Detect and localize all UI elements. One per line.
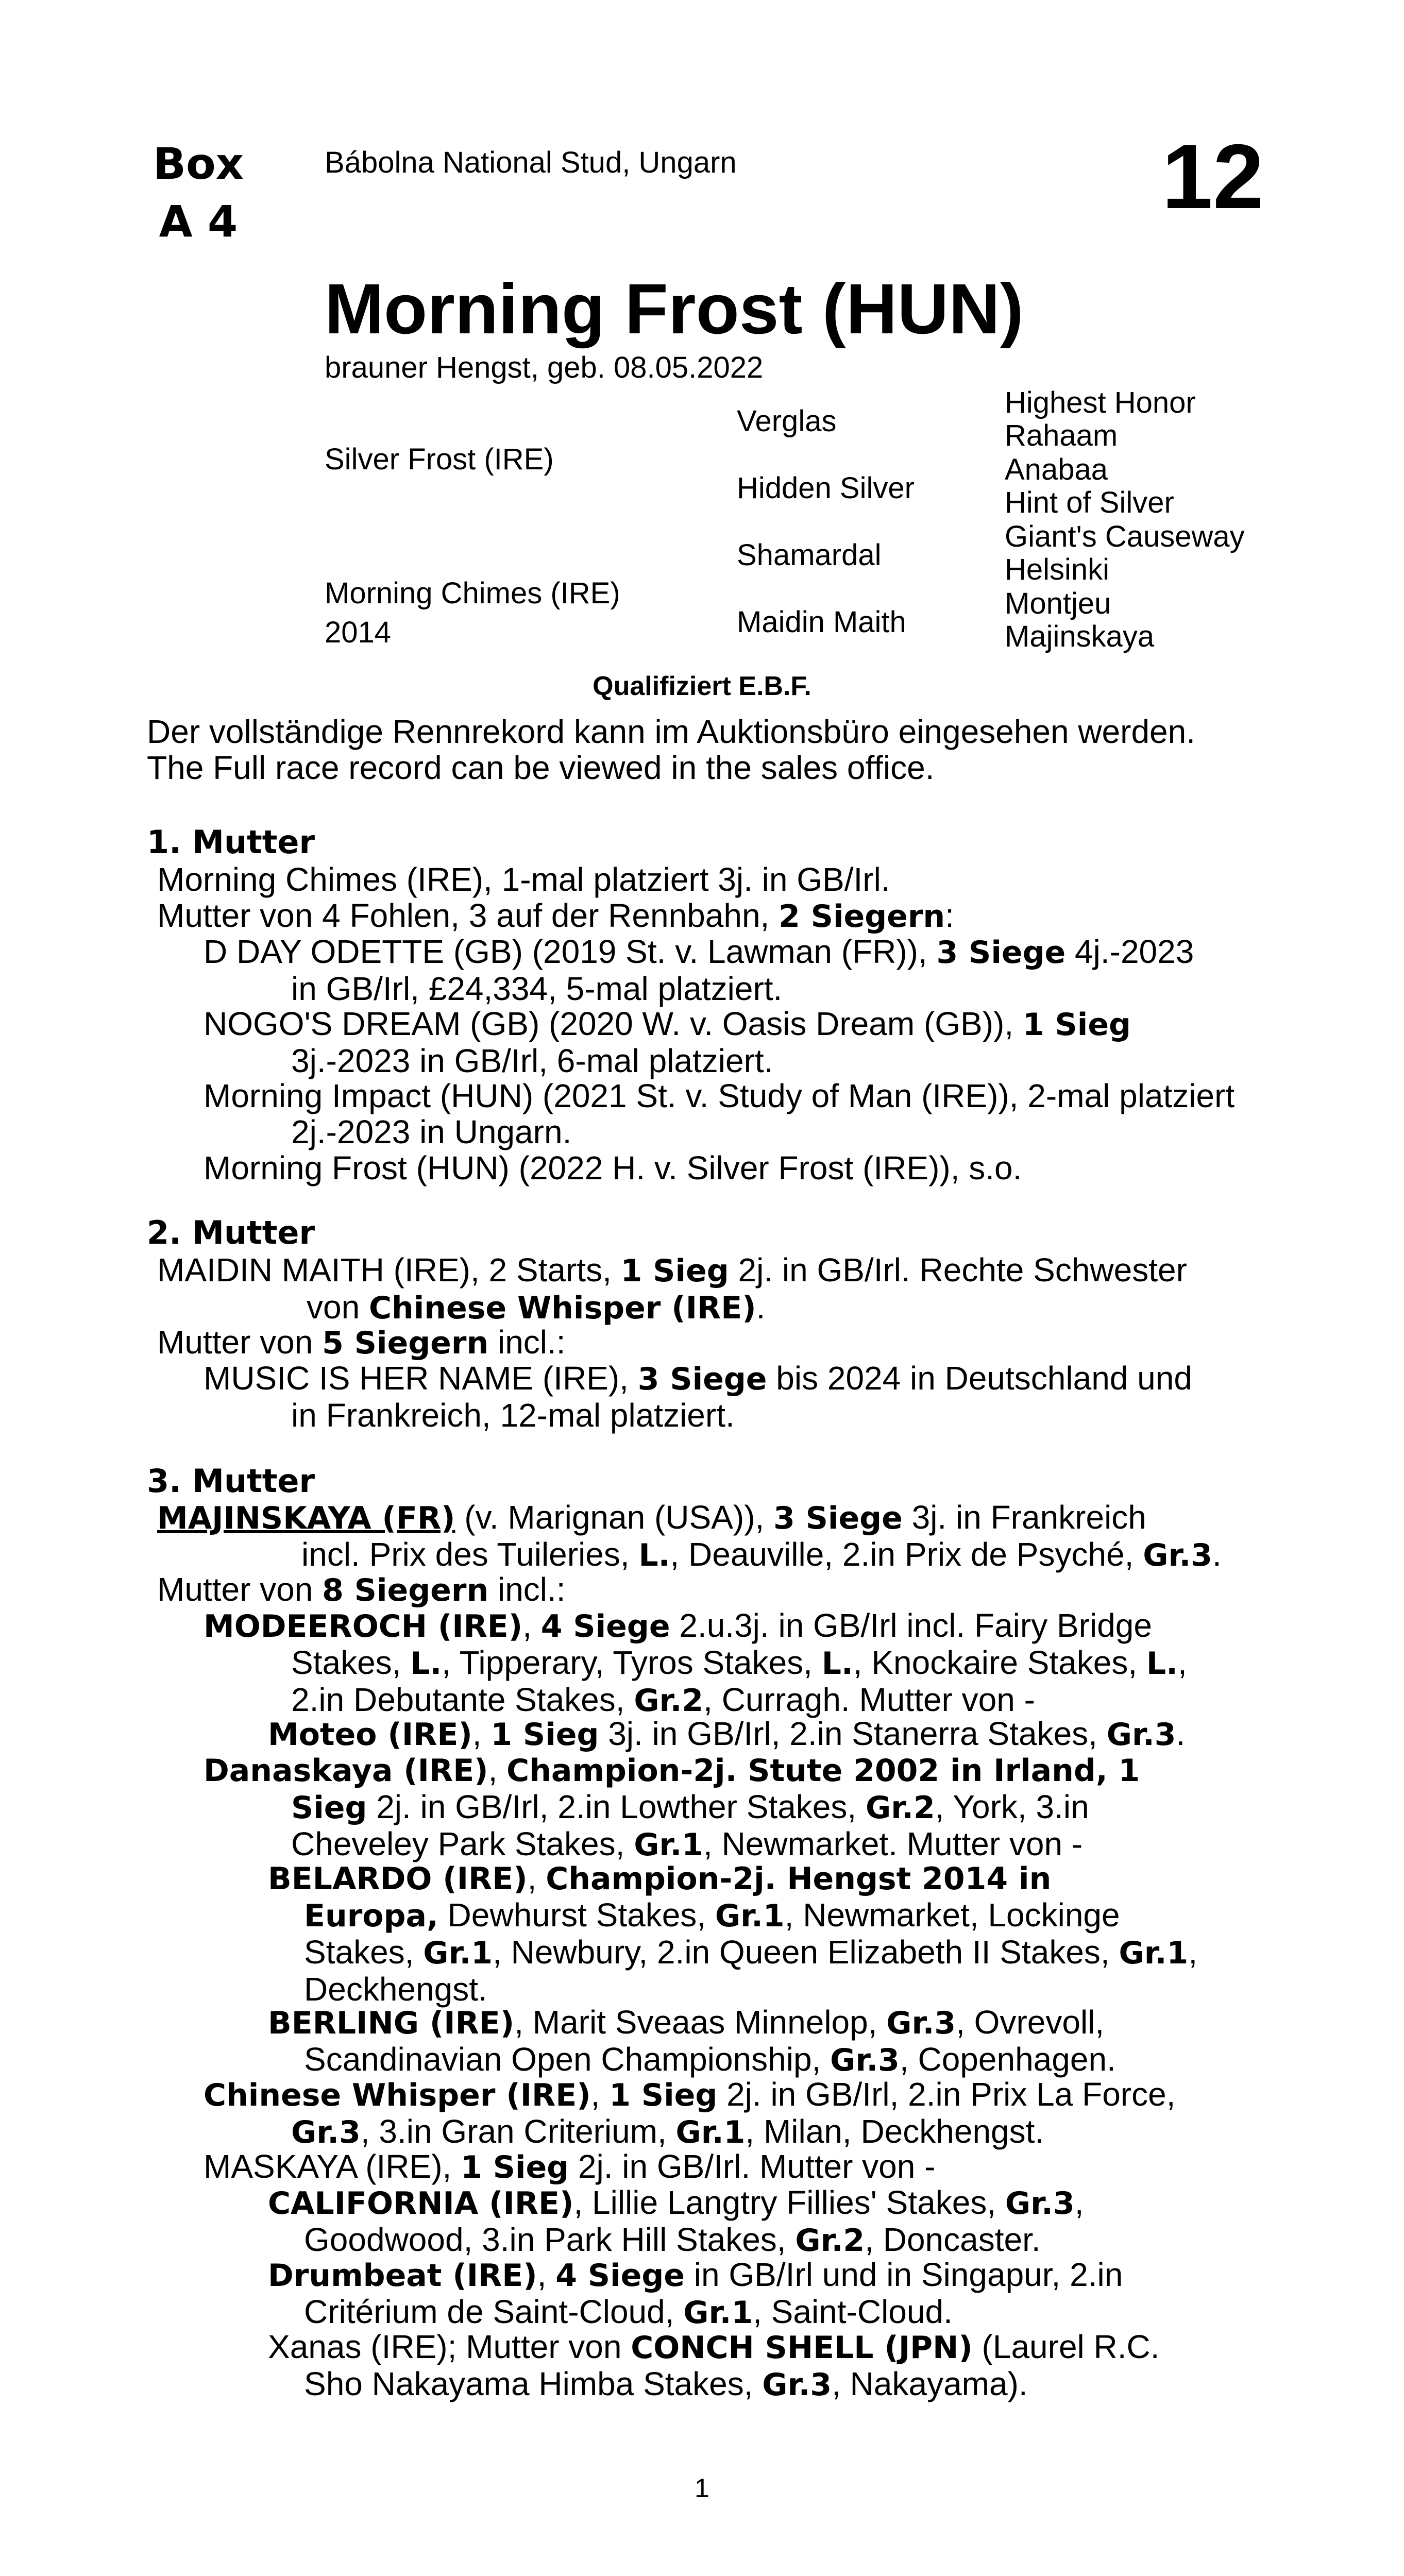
s1-produce-2: NOGO'S DREAM (GB) (2020 W. v. Oasis Dream (GB)), 1 Sieg 3j.-2023 in GB/Irl, 6-mal platziert.	[204, 1005, 1131, 1079]
s1-produce-4: Morning Frost (HUN) (2022 H. v. Silver Frost (IRE)), s.o.	[204, 1149, 1022, 1187]
pedigree-ggp-8: Majinskaya	[1005, 620, 1155, 653]
s3-xanas: Xanas (IRE); Mutter von CONCH SHELL (JPN) (Laurel R.C. Sho Nakayama Himba Stakes, Gr.3, Nakayama).	[268, 2328, 1160, 2403]
horse-description: brauner Hengst, geb. 08.05.2022	[325, 351, 764, 384]
s1-dam-produce-summary: Mutter von 4 Fohlen, 3 auf der Rennbahn, 2 Siegern:	[157, 897, 954, 935]
s3-california: CALIFORNIA (IRE), Lillie Langtry Fillies' Stakes, Gr.3, Goodwood, 3.in Park Hill Stakes, Gr.2, Doncaster.	[268, 2184, 1084, 2259]
s3-produce-modeeroch: MODEEROCH (IRE), 4 Siege 2.u.3j. in GB/Irl incl. Fairy Bridge Stakes, L., Tipperary, Tyros Stakes, L., Knockaire Stakes, L., 2.in Debutante Stakes, Gr.2, Curragh. Mutter von -	[204, 1607, 1187, 1719]
pedigree-ggp-6: Helsinki	[1005, 553, 1110, 586]
s3-dam-produce-summary: Mutter von 8 Siegern incl.:	[157, 1571, 566, 1608]
s3-belardo: BELARDO (IRE), Champion-2j. Hengst 2014 in Europa, Dewhurst Stakes, Gr.1, Newmarket, Lockinge Stakes, Gr.1, Newbury, 2.in Queen Elizabeth II Stakes, Gr.1, Deckhengst.	[268, 1859, 1198, 2008]
section-title-1: 1. Mutter	[147, 823, 315, 861]
lot-number: 12	[1162, 125, 1264, 228]
pedigree-sire-sire: Verglas	[737, 404, 837, 438]
s1-produce-1: D DAY ODETTE (GB) (2019 St. v. Lawman (FR)), 3 Siege 4j.-2023 in GB/Irl, £24,334, 5-mal platziert.	[204, 933, 1194, 1007]
box-label	[147, 135, 250, 250]
section-title-2: 2. Mutter	[147, 1214, 315, 1251]
pedigree-ggp-2: Rahaam	[1005, 419, 1118, 452]
s3-produce-chinese-whisper: Chinese Whisper (IRE), 1 Sieg 2j. in GB/Irl, 2.in Prix La Force, Gr.3, 3.in Gran Criterium, Gr.1, Milan, Deckhengst.	[204, 2076, 1176, 2150]
pedigree-ggp-4: Hint of Silver	[1005, 486, 1174, 519]
s1-produce-3: Morning Impact (HUN) (2021 St. v. Study of Man (IRE)), 2-mal platziert 2j.-2023 in Ungarn.	[204, 1077, 1235, 1150]
breeder: Bábolna National Stud, Ungarn	[325, 146, 737, 179]
pedigree-dam-sire: Shamardal	[737, 538, 882, 572]
s2-produce-1: MUSIC IS HER NAME (IRE), 3 Siege bis 2024 in Deutschland und in Frankreich, 12-mal platziert.	[204, 1360, 1192, 1434]
page-number: 1	[695, 2473, 709, 2503]
s3-moteo: Moteo (IRE), 1 Sieg 3j. in GB/Irl, 2.in Stanerra Stakes, Gr.3.	[268, 1715, 1186, 1753]
section-title-3: 3. Mutter	[147, 1462, 315, 1500]
pedigree-ggp-3: Anabaa	[1005, 453, 1108, 486]
pedigree-dam: Morning Chimes (IRE)	[325, 577, 620, 610]
horse-name: Morning Frost (HUN)	[325, 269, 1024, 349]
intro-line-de: Der vollständige Rennrekord kann im Auktionsbüro eingesehen werden.	[147, 713, 1195, 750]
s2-dam-record: MAIDIN MAITH (IRE), 2 Starts, 1 Sieg 2j. in GB/Irl. Rechte Schwester von Chinese Whisper (IRE).	[157, 1251, 1187, 1326]
intro-text	[147, 714, 1265, 786]
pedigree-dam-dam: Maidin Maith	[737, 605, 906, 639]
qualification-note: Qualifiziert E.B.F.	[593, 671, 811, 701]
s3-produce-maskaya: MASKAYA (IRE), 1 Sieg 2j. in GB/Irl. Mutter von -	[204, 2148, 936, 2185]
pedigree-ggp-5: Giant's Causeway	[1005, 520, 1245, 553]
pedigree-dam-year: 2014	[325, 616, 392, 649]
pedigree-table	[325, 386, 1304, 665]
s3-drumbeat: Drumbeat (IRE), 4 Siege in GB/Irl und in Singapur, 2.in Critérium de Saint-Cloud, Gr.1, Saint-Cloud.	[268, 2256, 1123, 2331]
box-label-line-1: Box	[153, 139, 244, 189]
pedigree-ggp-1: Highest Honor	[1005, 386, 1196, 419]
box-label-line-2: A 4	[159, 196, 238, 247]
intro-line-en: The Full race record can be viewed in the sales office.	[147, 749, 935, 786]
s3-dam-record: MAJINSKAYA (FR) (v. Marignan (USA)), 3 Siege 3j. in Frankreich incl. Prix des Tuileries, L., Deauville, 2.in Prix de Psyché, Gr.3.	[157, 1499, 1222, 1573]
pedigree-sire: Silver Frost (IRE)	[325, 443, 554, 476]
pedigree-ggp-7: Montjeu	[1005, 587, 1111, 620]
s2-dam-produce-summary: Mutter von 5 Siegern incl.:	[157, 1324, 566, 1361]
s1-dam-record: Morning Chimes (IRE), 1-mal platziert 3j. in GB/Irl.	[157, 861, 890, 898]
s3-produce-danaskaya: Danaskaya (IRE), Champion-2j. Stute 2002 in Irland, 1 Sieg 2j. in GB/Irl, 2.in Lowther Stakes, Gr.2, York, 3.in Cheveley Park Stakes, Gr.1, Newmarket. Mutter von -	[204, 1751, 1140, 1863]
pedigree-sire-dam: Hidden Silver	[737, 471, 915, 505]
s3-berling: BERLING (IRE), Marit Sveaas Minnelop, Gr.3, Ovrevoll, Scandinavian Open Championship, Gr.3, Copenhagen.	[268, 2004, 1116, 2078]
